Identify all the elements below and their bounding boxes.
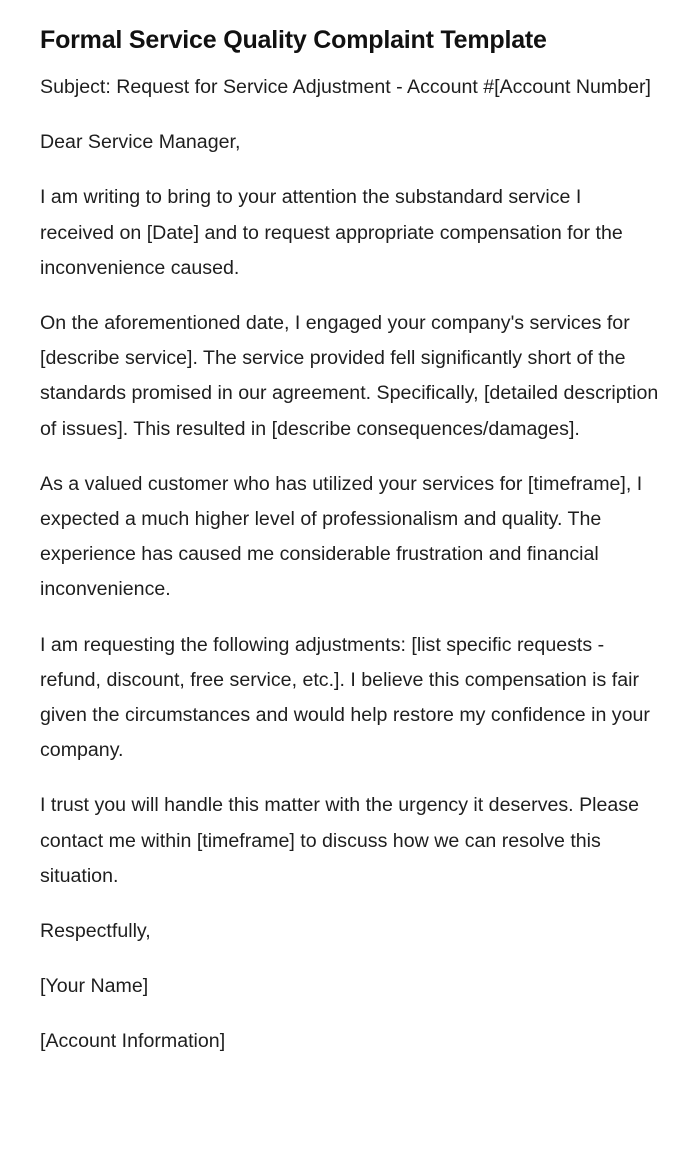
account-information: [Account Information] <box>40 1030 226 1053</box>
subject-line: Subject: Request for Service Adjustment - Account #[Account Number] <box>40 76 651 98</box>
page-title: Formal Service Quality Complaint Template <box>40 26 547 54</box>
body-paragraph-5: I trust you will handle this matter with the urgency it deserves. Please contact me within [timeframe] to discuss how we can resolve this situation. <box>40 794 639 887</box>
body-paragraph-3: As a valued customer who has utilized your services for [timeframe], I expected a much higher level of professionalism and quality. The experience has caused me considerable frustration and financial inconvenience. <box>40 472 643 601</box>
salutation: Dear Service Manager, <box>40 131 241 154</box>
signature-name: [Your Name] <box>40 975 149 998</box>
body-paragraph-4: I am requesting the following adjustments: [list specific requests - refund, discount, free service, etc.]. I believe this compensation is fair given the circumstances and would help restore my confidence in your company. <box>40 633 650 762</box>
closing: Respectfully, <box>40 920 151 943</box>
body-paragraph-1: I am writing to bring to your attention the substandard service I received on [Date] and to request appropriate compensation for the inconvenience caused. <box>40 186 623 279</box>
body-paragraph-2: On the aforementioned date, I engaged your company's services for [describe service]. The service provided fell significantly short of the standards promised in our agreement. Specifically, [detailed description of issues]. This resulted in [describe consequences/damages]. <box>40 312 659 440</box>
